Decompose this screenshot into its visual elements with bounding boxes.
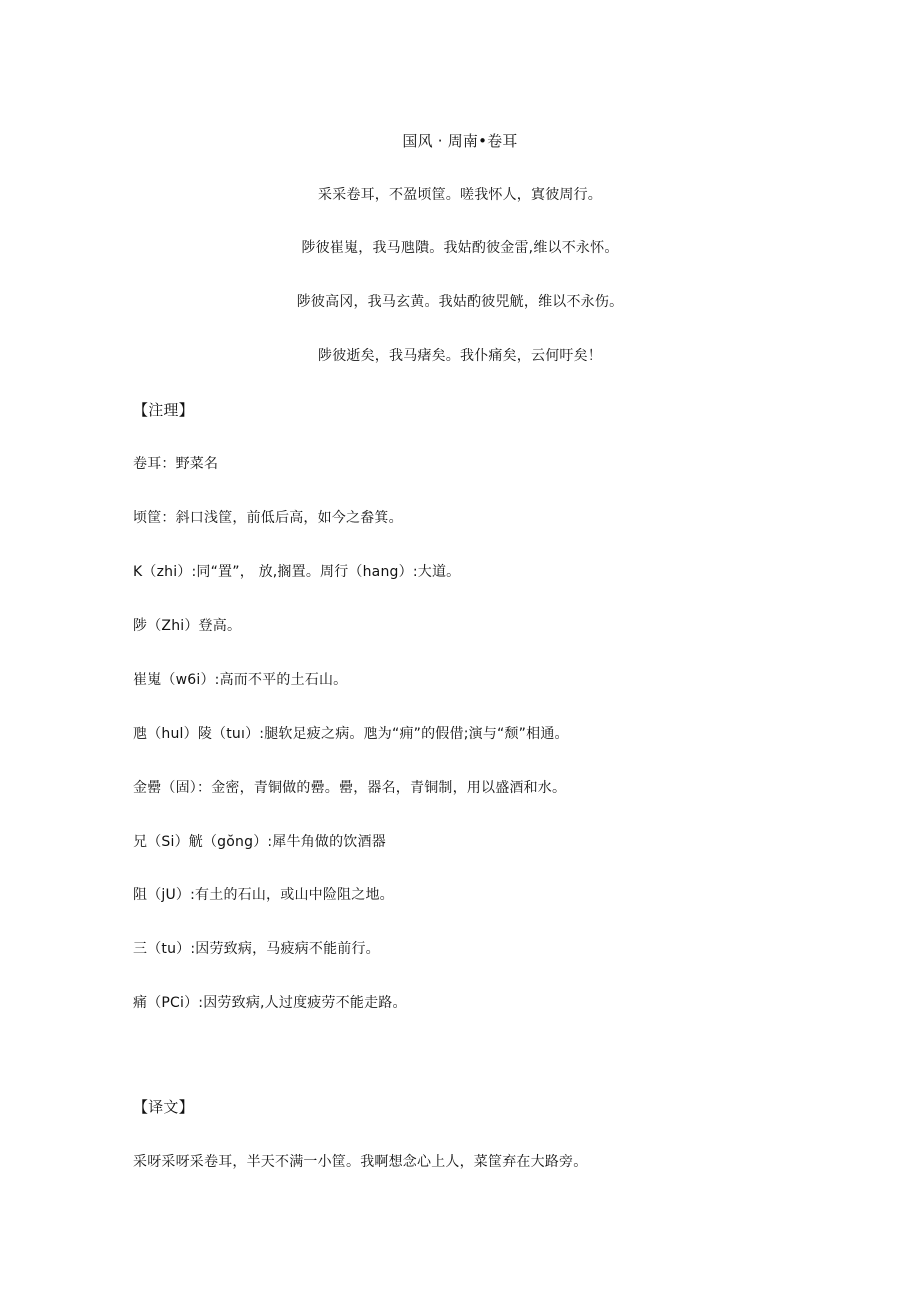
- note-item-1: 卷耳：野菜名: [133, 456, 219, 472]
- note-item-3: K（zhi）:同“置”， 放,搁置。周行（hang）:大道。: [133, 564, 461, 580]
- notes-heading: 【注理】: [133, 401, 194, 419]
- poem-title: 国风 · 周南•卷耳: [402, 132, 518, 150]
- poem-line-4: 陟彼逝矣，我马瘏矣。我仆痛矣，云何吁矣！: [318, 348, 602, 364]
- poem-line-2: 陟彼崔嵬，我马虺隤。我姑酌彼金雷,维以不永怀。: [301, 240, 619, 256]
- translation-heading: 【译文】: [133, 1098, 194, 1116]
- note-item-9: 阻（jU）:有土的石山，或山中险阻之地。: [133, 887, 394, 903]
- translation-line-1: 采呀采呀采卷耳，半天不满一小筐。我啊想念心上人，菜筐弃在大路旁。: [133, 1154, 588, 1170]
- poem-line-3: 陟彼高冈，我马玄黄。我姑酌彼兕觥，维以不永伤。: [296, 294, 624, 310]
- note-item-5: 崔嵬（w6i）:高而不平的土石山。: [133, 672, 348, 688]
- note-item-11: 痛（PCi）:因劳致病,人过度疲劳不能走路。: [133, 995, 407, 1011]
- note-item-10: 三（tu）:因劳致病，马疲病不能前行。: [133, 941, 380, 957]
- note-item-8: 兄（Si）觥（gŏng）:犀牛角做的饮酒器: [133, 834, 386, 850]
- note-item-4: 陟（Zhi）登高。: [133, 618, 242, 634]
- note-item-2: 顷筐：斜口浅筐，前低后高，如今之畚箕。: [133, 510, 403, 526]
- note-item-7: 金罍（固）：金密，青铜做的罍。罍，器名，青铜制，用以盛酒和水。: [133, 780, 567, 796]
- poem-line-1: 采采卷耳，不盈顷筐。嗟我怀人，寘彼周行。: [318, 187, 602, 203]
- note-item-6: 虺（hul）陵（tuı）:腿软足疲之病。虺为“痈”的假借;演与“颓”相通。: [133, 726, 569, 742]
